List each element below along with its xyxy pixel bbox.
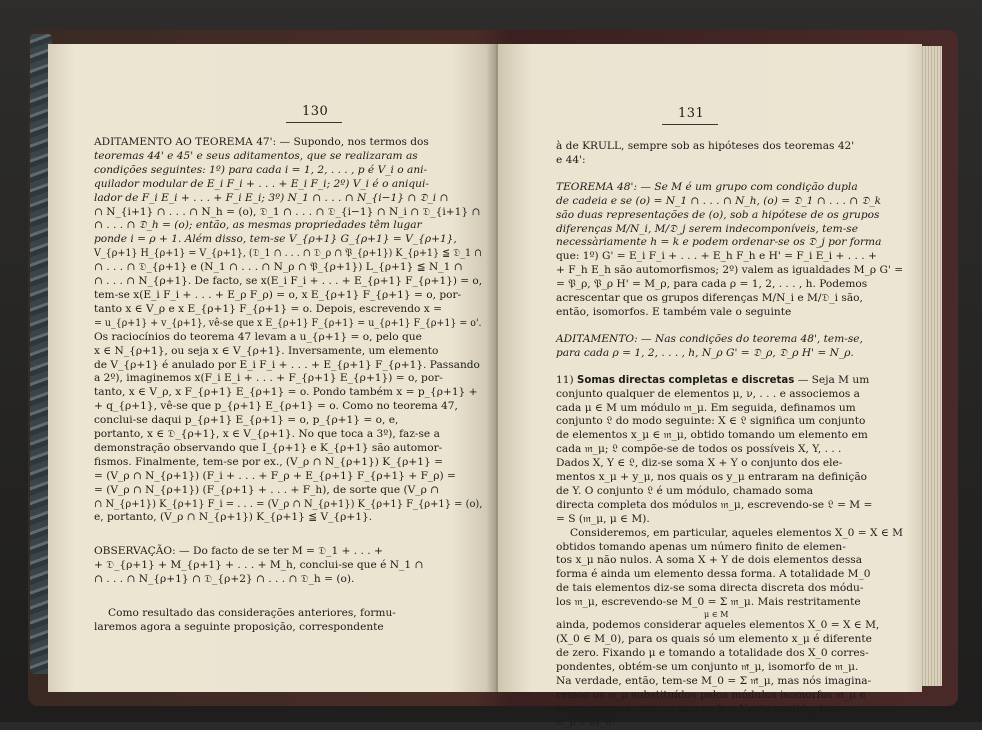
sum-subscript: μ ∈ M bbox=[704, 610, 729, 620]
text-line: = (V_ρ ∩ N_{ρ+1}) (F_{ρ+1} + . . . + F_h), de sorte que (V_ρ ∩ bbox=[94, 483, 440, 496]
text-line: ∩ . . . ∩ 𝔇_h = (o); então, as mesmas propriedades têm lugar bbox=[94, 219, 422, 232]
text-line: conjunto qualquer de elementos μ, ν, . . . e associemos a bbox=[556, 387, 860, 400]
header-rule bbox=[286, 122, 342, 123]
text-line: = 𝔓_ρ, 𝔓_ρ H' = M_ρ, para cada ρ = 1, 2, . . . , h. Podemos bbox=[556, 278, 868, 291]
text-line: ∩ N_{i+1} ∩ . . . ∩ N_h = (o), 𝔇_1 ∩ . . . ∩ 𝔇_{i−1} ∩ N_i ∩ 𝔇_{i+1} ∩ bbox=[94, 205, 481, 218]
text-line: TEOREMA 48': — Se M é um grupo com condição dupla bbox=[556, 180, 858, 193]
section-heading bbox=[556, 374, 903, 388]
text-line: = (V_ρ ∩ N_{ρ+1}) (F_i + . . . + F_ρ + E_{ρ+1} F_{ρ+1} + F_ρ) = bbox=[94, 469, 456, 482]
text-line: remos os 𝔪_μ substituídos pelos módulos isomorfos 𝔪̄_μ e bbox=[556, 688, 866, 701]
text-line: ∩ N_{ρ+1}) K_{ρ+1} F_i = . . . = (V_ρ ∩ N_{ρ+1}) K_{ρ+1} F_{ρ+1} = (o), bbox=[94, 497, 483, 510]
header-rule bbox=[662, 124, 718, 125]
text-line: diferenças M/N_i, M/𝔇_j serem indecomponíveis, tem-se bbox=[556, 222, 859, 235]
text-line: tos x_μ não nulos. A soma X + Y de dois elementos dessa bbox=[556, 554, 863, 567]
text-line: pondentes, obtém-se um conjunto 𝔪̄_μ, isomorfo de 𝔪_μ. bbox=[556, 660, 859, 673]
text-line: cada 𝔪_μ; 𝔏 compõe-se de todos os possíveis X, Y, . . . bbox=[556, 443, 842, 456]
text-line: à de KRULL, sempre sob as hipóteses dos teoremas 42' bbox=[556, 140, 855, 152]
text-line: de elementos x_μ ∈ 𝔪_μ, obtido tomando um elemento em bbox=[556, 429, 868, 442]
text-line: tem-se x(E_i F_i + . . . + E_ρ F_ρ) = o, x E_{ρ+1} F_{ρ+1} = o, por- bbox=[94, 288, 462, 301]
text-line: e, portanto, (V_ρ ∩ N_{ρ+1}) K_{ρ+1} ≦ V_{ρ+1}. bbox=[94, 511, 373, 524]
text-line: condições seguintes: 1º) para cada i = 1, 2, . . . , p é V_i o ani- bbox=[94, 163, 428, 176]
text-line: los 𝔪_μ, escrevendo-se M_0 = Σ 𝔪_μ. Mais restritamente bbox=[556, 596, 861, 609]
text-line: são duas representações de (o), sob a hipótese de os grupos bbox=[556, 208, 880, 221]
left-body bbox=[94, 136, 529, 635]
text-line: acrescentar que os grupos diferenças M/N_i e M/𝔇_i são, bbox=[556, 292, 863, 305]
section-number: 11) bbox=[556, 373, 574, 386]
text-line: Dados X, Y ∈ 𝔏, diz-se soma X + Y o conjunto dos ele- bbox=[556, 457, 843, 470]
text-line: V_{ρ+1} H_{ρ+1} = V_{ρ+1}, (𝔇_1 ∩ . . . ∩ 𝔇_ρ ∩ 𝔓_{ρ+1}) K_{ρ+1} ≦ 𝔇_1 ∩ bbox=[94, 247, 483, 260]
page-edges bbox=[920, 46, 942, 686]
text-line: directa completa dos módulos 𝔪_μ, escrevendo-se 𝔏 = M = bbox=[556, 498, 873, 511]
text-line: de tais elementos diz-se soma directa discreta dos módu- bbox=[556, 582, 864, 595]
text-line: então, isomorfos. E também vale o seguinte bbox=[556, 305, 792, 318]
right-body bbox=[556, 140, 903, 730]
page-number: 131 bbox=[678, 106, 705, 121]
text-line: Os raciocínios do teorema 47 levam a u_{ρ+1} = o, pelo que bbox=[94, 330, 422, 343]
text-line: 𝔪_μ ≦ M_0. bbox=[556, 716, 616, 729]
text-line: ∩ . . . ∩ 𝔇_{ρ+1} e (N_1 ∩ . . . ∩ N_ρ ∩ 𝔓_{ρ+1}) L_{ρ+1} ≦ N_1 ∩ bbox=[94, 261, 463, 274]
text-line: = u_{ρ+1} + v_{ρ+1}, vê-se que x E_{ρ+1} F_{ρ+1} = u_{ρ+1} F_{ρ+1} = o'. bbox=[94, 316, 482, 329]
text-line: de zero. Fixando μ e tomando a totalidade dos X_0 corres- bbox=[556, 646, 869, 659]
text-line: obtidos tomando apenas um número finito de elemen- bbox=[556, 540, 846, 553]
text-line: de cadeia e se (o) = N_1 ∩ . . . ∩ N_h, (o) = 𝔇_1 ∩ . . . ∩ 𝔇_k bbox=[556, 194, 882, 207]
text-line: ainda, podemos considerar aqueles elementos X_0 = X ∈ M, bbox=[556, 619, 880, 632]
text-line: para cada ρ = 1, 2, . . . , h, N_ρ G' = 𝔇_ρ, 𝔇_ρ H' = N_ρ. bbox=[556, 346, 854, 359]
text-fragment: — Seja M um bbox=[797, 373, 870, 386]
text-line: lador de F_i E_i + . . . + F_i E_i; 3º) N_1 ∩ . . . ∩ N_{i−1} ∩ 𝔇_i ∩ bbox=[94, 191, 449, 204]
text-line: de V_{ρ+1} é anulado por E_i F_i + . . . + E_{ρ+1} F_{ρ+1}. Passando bbox=[94, 358, 480, 371]
text-line: OBSERVAÇÃO: — Do facto de se ter M = 𝔇_1 + . . . + bbox=[94, 545, 383, 558]
text-line: tanto, x ∈ V_ρ, x F_{ρ+1} E_{ρ+1} = o. Pondo também x = p_{ρ+1} + bbox=[94, 386, 478, 399]
text-line: forma é ainda um elemento dessa forma. A totalidade M_0 bbox=[556, 568, 871, 581]
text-line: cada μ ∈ M um módulo 𝔪_μ. Em seguida, definamos um bbox=[556, 401, 856, 414]
text-line: ∩ . . . ∩ N_{ρ+1}. De facto, se x(E_i F_i + . . . + E_{ρ+1} F_{ρ+1}) = o, bbox=[94, 275, 483, 288]
text-line: escreveremos como acima se fez. Neste sentido, tem-se bbox=[556, 702, 856, 715]
text-line: fismos. Finalmente, tem-se por ex., (V_ρ ∩ N_{ρ+1}) K_{ρ+1} = bbox=[94, 455, 444, 468]
text-line: Como resultado das considerações anteriores, formu- bbox=[108, 607, 396, 620]
text-line: tanto x ∈ V_ρ e x E_{ρ+1} F_{ρ+1} = o. Depois, escrevendo x = bbox=[94, 302, 442, 315]
text-line: Na verdade, então, tem-se M_0 = Σ 𝔪̄_μ, mas nós imagina- bbox=[556, 674, 872, 687]
text-line: laremos agora a seguinte proposição, correspondente bbox=[94, 621, 384, 633]
text-line: ∩ . . . ∩ N_{ρ+1} ∩ 𝔇_{ρ+2} ∩ . . . ∩ 𝔇_h = (o). bbox=[94, 573, 355, 586]
section-title: Somas directas completas e discretas bbox=[577, 374, 795, 386]
text-line: + q_{ρ+1}, vê-se que p_{ρ+1} E_{ρ+1} = o. Como no teorema 47, bbox=[94, 400, 458, 413]
text-line: + 𝔇_{ρ+1} + M_{ρ+1} + . . . + M_h, conclui-se que é N_1 ∩ bbox=[94, 559, 424, 572]
text-line: necessàriamente h = k e podem ordenar-se os 𝔇_j por forma bbox=[556, 236, 882, 249]
text-line: de Y. O conjunto 𝔏 é um módulo, chamado soma bbox=[556, 484, 814, 497]
text-line: teoremas 44' e 45' e seus aditamentos, que se realizaram as bbox=[94, 149, 418, 162]
text-line: que: 1º) G' = E_i F_i + . . . + E_h F_h e H' = F_i E_i + . . . + bbox=[556, 250, 877, 263]
text-line: = S (𝔪_μ, μ ∈ M). bbox=[556, 512, 650, 525]
text-line: e 44': bbox=[556, 153, 586, 166]
right-page bbox=[498, 44, 922, 729]
text-line: quilador modular de E_i F_i + . . . + E_i F_i; 2º) V_i é o aniqui- bbox=[94, 177, 429, 190]
text-line: Consideremos, em particular, aqueles elementos X_0 = X ∈ M bbox=[570, 526, 904, 539]
text-line: conjunto 𝔏 do modo seguinte: X ∈ 𝔏 significa um conjunto bbox=[556, 415, 866, 428]
text-line: ADITAMENTO: — Nas condições do teorema 48', tem-se, bbox=[556, 332, 863, 345]
text-line: (X_0 ∈ M_0), para os quais só um elemento x_μ é diferente bbox=[556, 633, 872, 645]
text-line: x ∈ N_{ρ+1}, ou seja x ∈ V_{ρ+1}. Inversamente, um elemento bbox=[94, 344, 439, 357]
page-number: 130 bbox=[302, 104, 329, 119]
text-line: + F_h E_h são automorfismos; 2º) valem as igualdades M_ρ G' = bbox=[556, 264, 904, 277]
text-line: a 2º), imaginemos x(F_i E_i + . . . + F_{ρ+1} E_{ρ+1}) = o, por- bbox=[94, 372, 443, 385]
text-line: demonstração observando que I_{ρ+1} e K_{ρ+1} são automor- bbox=[94, 441, 443, 454]
text-line: ponde i = ρ + 1. Além disso, tem-se V_{ρ+1} G_{ρ+1} = V_{ρ+1}, bbox=[94, 233, 457, 246]
text-line: mentos x_μ + y_μ, nos quais os y_μ entraram na definição bbox=[556, 471, 868, 484]
text-line: ADITAMENTO AO TEOREMA 47': — Supondo, nos termos dos bbox=[94, 136, 429, 148]
text-line: portanto, x ∈ 𝔇_{ρ+1}, x ∈ V_{ρ+1}. No que toca a 3º), faz-se a bbox=[94, 428, 440, 441]
left-page bbox=[48, 44, 498, 692]
text-line: conclui-se daqui p_{ρ+1} E_{ρ+1} = o, p_{ρ+1} = o, e, bbox=[94, 414, 399, 427]
